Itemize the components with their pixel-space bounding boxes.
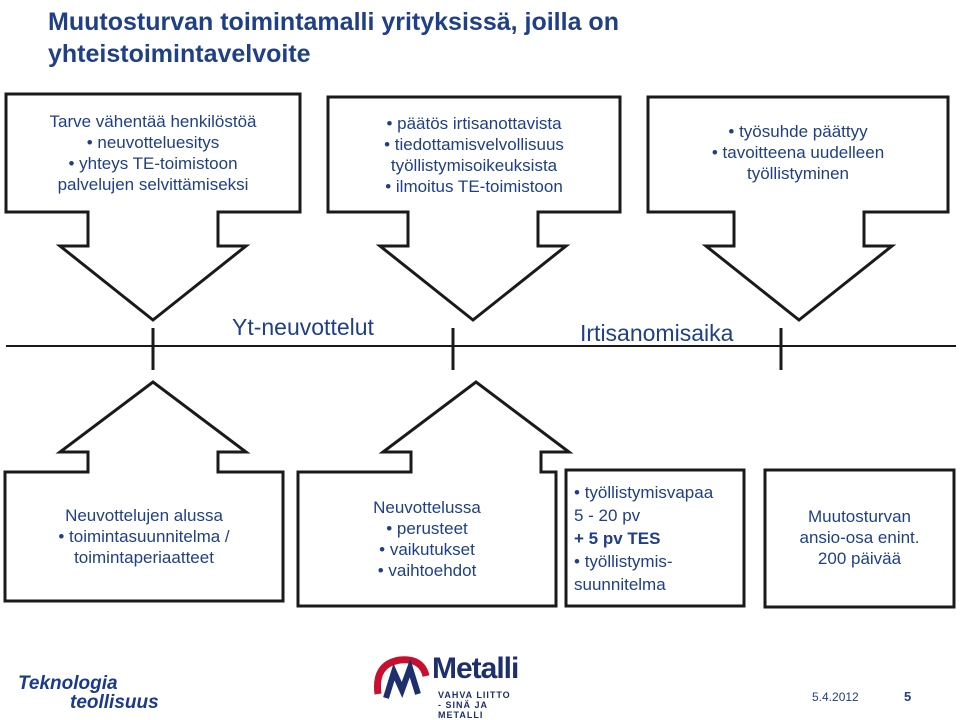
metalli-logo-wordmark: Metalli	[432, 652, 519, 685]
top-box-2	[330, 99, 618, 210]
bottom-box-2-line: • vaihtoehdot	[378, 560, 477, 581]
teknologiateollisuus-logo-line1: Teknologia	[18, 673, 118, 694]
bottom-box-2	[300, 474, 554, 604]
teknologiateollisuus-logo-line2: teollisuus	[70, 692, 159, 713]
metalli-logo-emblem-icon	[372, 654, 430, 704]
bottom-box-4	[767, 472, 952, 605]
top-box-1-line: Tarve vähentää henkilöstöä	[49, 112, 257, 131]
top-box-3-line: • työsuhde päättyy	[728, 121, 867, 142]
top-box-3-line: • tavoitteena uudelleen	[712, 142, 884, 163]
top-box-2-line: • tiedottamisvelvollisuus	[384, 134, 564, 155]
metalli-logo-tagline	[438, 690, 522, 720]
footer-page-number: 5	[904, 689, 912, 704]
bottom-box-1-line: • toimintasuunnitelma /	[58, 526, 229, 547]
bottom-box-4-line: Muutosturvan	[808, 507, 911, 526]
top-box-2-line: työllistymisoikeuksista	[390, 155, 558, 175]
timeline-label-yt-neuvottelut: Yt-neuvottelut	[232, 314, 374, 340]
bottom-box-1-line: Neuvottelujen alussa	[65, 506, 223, 525]
bottom-box-4-line: 200 päivää	[817, 549, 902, 568]
bottom-box-3-line: • työllistymisvapaa	[574, 481, 713, 504]
slide-title-line1: Muutosturvan toimintamalli yrityksissä, joilla on	[48, 8, 619, 36]
top-box-2-line: • ilmoitus TE-toimistoon	[385, 176, 563, 197]
bottom-box-3	[574, 472, 742, 604]
top-box-3-line: työllistyminen	[746, 164, 850, 183]
top-box-3	[650, 99, 946, 210]
top-box-1-line: • neuvotteluesitys	[87, 132, 220, 153]
top-box-1-line: palvelujen selvittämiseksi	[57, 175, 249, 194]
top-box-1-line: • yhteys TE-toimistoon	[68, 153, 237, 174]
metalli-logo-tagline-line2: - SINÄ JA METALLI	[438, 700, 488, 720]
bottom-box-3-line: 5 - 20 pv	[574, 505, 641, 525]
bottom-box-3-line: suunnitelma	[574, 574, 666, 594]
bottom-box-3-line: • työllistymis-	[574, 550, 673, 573]
slide-title-line2: yhteistoimintavelvoite	[48, 40, 311, 68]
metalli-logo-tagline-line1: VAHVA LIITTO	[438, 690, 511, 700]
top-box-2-line: • päätös irtisanottavista	[386, 113, 561, 134]
bottom-box-1	[7, 474, 281, 599]
bottom-box-3-line: + 5 pv TES	[574, 528, 661, 548]
bottom-box-2-line: Neuvottelussa	[373, 498, 481, 517]
bottom-box-2-line: • vaikutukset	[379, 539, 475, 560]
footer-date: 5.4.2012	[812, 690, 859, 704]
metalli-logo	[372, 650, 522, 720]
teknologiateollisuus-logo	[18, 674, 159, 712]
bottom-box-1-line: toimintaperiaatteet	[74, 548, 214, 567]
top-box-1	[8, 96, 298, 210]
timeline-label-irtisanomisaika: Irtisanomisaika	[580, 320, 734, 346]
bottom-box-2-line: • perusteet	[386, 518, 468, 539]
bottom-box-4-line: ansio-osa enint.	[799, 528, 920, 547]
